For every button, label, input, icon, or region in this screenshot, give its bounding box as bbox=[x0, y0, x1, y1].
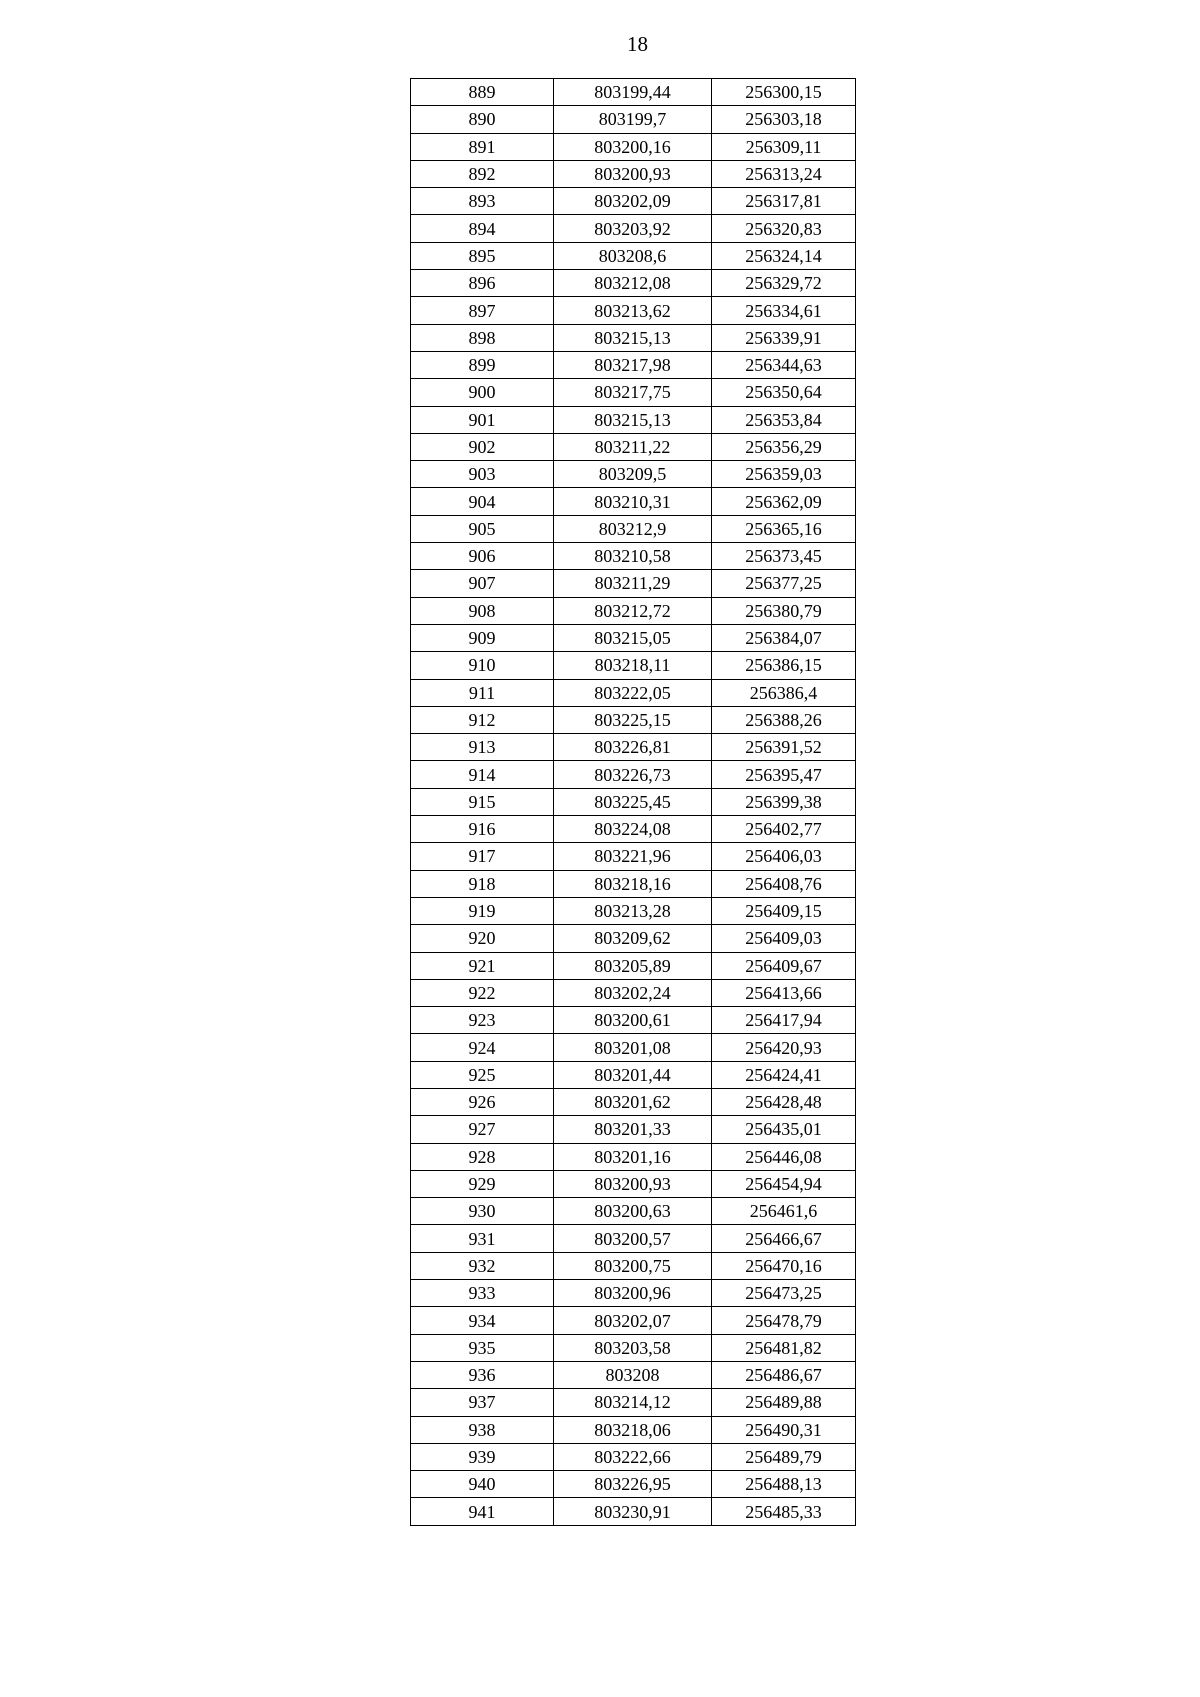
table-row bbox=[411, 624, 856, 651]
table-row bbox=[411, 297, 856, 324]
table-row bbox=[411, 215, 856, 242]
x-coordinate-cell: 803218,06 bbox=[554, 1416, 712, 1443]
table-row bbox=[411, 1225, 856, 1252]
y-coordinate-cell: 256380,79 bbox=[712, 597, 856, 624]
point-number-cell: 937 bbox=[411, 1389, 554, 1416]
y-coordinate-cell: 256395,47 bbox=[712, 761, 856, 788]
coordinates-table bbox=[410, 78, 856, 1526]
table-row bbox=[411, 1498, 856, 1525]
y-coordinate-cell: 256356,29 bbox=[712, 433, 856, 460]
point-number-cell: 927 bbox=[411, 1116, 554, 1143]
table-row bbox=[411, 1307, 856, 1334]
table-row bbox=[411, 925, 856, 952]
table-row bbox=[411, 1252, 856, 1279]
y-coordinate-cell: 256359,03 bbox=[712, 461, 856, 488]
point-number-cell: 908 bbox=[411, 597, 554, 624]
x-coordinate-cell: 803200,61 bbox=[554, 1007, 712, 1034]
point-number-cell: 891 bbox=[411, 133, 554, 160]
table-row bbox=[411, 952, 856, 979]
y-coordinate-cell: 256365,16 bbox=[712, 515, 856, 542]
y-coordinate-cell: 256428,48 bbox=[712, 1088, 856, 1115]
y-coordinate-cell: 256424,41 bbox=[712, 1061, 856, 1088]
point-number-cell: 931 bbox=[411, 1225, 554, 1252]
x-coordinate-cell: 803199,44 bbox=[554, 79, 712, 106]
point-number-cell: 934 bbox=[411, 1307, 554, 1334]
x-coordinate-cell: 803201,44 bbox=[554, 1061, 712, 1088]
table-row bbox=[411, 1280, 856, 1307]
x-coordinate-cell: 803213,62 bbox=[554, 297, 712, 324]
point-number-cell: 914 bbox=[411, 761, 554, 788]
y-coordinate-cell: 256454,94 bbox=[712, 1170, 856, 1197]
x-coordinate-cell: 803209,62 bbox=[554, 925, 712, 952]
table-row bbox=[411, 1061, 856, 1088]
table-row bbox=[411, 1034, 856, 1061]
point-number-cell: 892 bbox=[411, 160, 554, 187]
x-coordinate-cell: 803221,96 bbox=[554, 843, 712, 870]
y-coordinate-cell: 256490,31 bbox=[712, 1416, 856, 1443]
point-number-cell: 907 bbox=[411, 570, 554, 597]
point-number-cell: 915 bbox=[411, 788, 554, 815]
table-row bbox=[411, 761, 856, 788]
point-number-cell: 916 bbox=[411, 816, 554, 843]
x-coordinate-cell: 803211,22 bbox=[554, 433, 712, 460]
y-coordinate-cell: 256409,03 bbox=[712, 925, 856, 952]
table-row bbox=[411, 461, 856, 488]
x-coordinate-cell: 803218,16 bbox=[554, 870, 712, 897]
table-row bbox=[411, 1170, 856, 1197]
table-row bbox=[411, 1471, 856, 1498]
x-coordinate-cell: 803208,6 bbox=[554, 242, 712, 269]
x-coordinate-cell: 803203,92 bbox=[554, 215, 712, 242]
x-coordinate-cell: 803210,58 bbox=[554, 543, 712, 570]
x-coordinate-cell: 803225,45 bbox=[554, 788, 712, 815]
point-number-cell: 920 bbox=[411, 925, 554, 952]
y-coordinate-cell: 256409,67 bbox=[712, 952, 856, 979]
point-number-cell: 929 bbox=[411, 1170, 554, 1197]
y-coordinate-cell: 256313,24 bbox=[712, 160, 856, 187]
x-coordinate-cell: 803210,31 bbox=[554, 488, 712, 515]
y-coordinate-cell: 256417,94 bbox=[712, 1007, 856, 1034]
table-row bbox=[411, 433, 856, 460]
point-number-cell: 898 bbox=[411, 324, 554, 351]
x-coordinate-cell: 803215,13 bbox=[554, 406, 712, 433]
point-number-cell: 938 bbox=[411, 1416, 554, 1443]
point-number-cell: 918 bbox=[411, 870, 554, 897]
x-coordinate-cell: 803226,73 bbox=[554, 761, 712, 788]
x-coordinate-cell: 803201,16 bbox=[554, 1143, 712, 1170]
x-coordinate-cell: 803212,08 bbox=[554, 270, 712, 297]
point-number-cell: 895 bbox=[411, 242, 554, 269]
x-coordinate-cell: 803217,98 bbox=[554, 351, 712, 378]
table-row bbox=[411, 1143, 856, 1170]
y-coordinate-cell: 256413,66 bbox=[712, 979, 856, 1006]
point-number-cell: 939 bbox=[411, 1443, 554, 1470]
x-coordinate-cell: 803218,11 bbox=[554, 652, 712, 679]
y-coordinate-cell: 256473,25 bbox=[712, 1280, 856, 1307]
x-coordinate-cell: 803208 bbox=[554, 1361, 712, 1388]
point-number-cell: 909 bbox=[411, 624, 554, 651]
point-number-cell: 911 bbox=[411, 679, 554, 706]
table-row bbox=[411, 1443, 856, 1470]
y-coordinate-cell: 256350,64 bbox=[712, 379, 856, 406]
y-coordinate-cell: 256300,15 bbox=[712, 79, 856, 106]
point-number-cell: 902 bbox=[411, 433, 554, 460]
table-row bbox=[411, 543, 856, 570]
table-row bbox=[411, 734, 856, 761]
y-coordinate-cell: 256344,63 bbox=[712, 351, 856, 378]
table-row bbox=[411, 979, 856, 1006]
table-row bbox=[411, 897, 856, 924]
y-coordinate-cell: 256406,03 bbox=[712, 843, 856, 870]
y-coordinate-cell: 256324,14 bbox=[712, 242, 856, 269]
y-coordinate-cell: 256488,13 bbox=[712, 1471, 856, 1498]
x-coordinate-cell: 803201,33 bbox=[554, 1116, 712, 1143]
x-coordinate-cell: 803217,75 bbox=[554, 379, 712, 406]
point-number-cell: 894 bbox=[411, 215, 554, 242]
point-number-cell: 930 bbox=[411, 1198, 554, 1225]
y-coordinate-cell: 256303,18 bbox=[712, 106, 856, 133]
table-row bbox=[411, 870, 856, 897]
table-row bbox=[411, 843, 856, 870]
y-coordinate-cell: 256409,15 bbox=[712, 897, 856, 924]
point-number-cell: 926 bbox=[411, 1088, 554, 1115]
point-number-cell: 912 bbox=[411, 706, 554, 733]
table-row bbox=[411, 1334, 856, 1361]
x-coordinate-cell: 803222,66 bbox=[554, 1443, 712, 1470]
table-row bbox=[411, 379, 856, 406]
y-coordinate-cell: 256309,11 bbox=[712, 133, 856, 160]
x-coordinate-cell: 803202,09 bbox=[554, 188, 712, 215]
y-coordinate-cell: 256391,52 bbox=[712, 734, 856, 761]
y-coordinate-cell: 256408,76 bbox=[712, 870, 856, 897]
y-coordinate-cell: 256478,79 bbox=[712, 1307, 856, 1334]
table-row bbox=[411, 488, 856, 515]
point-number-cell: 893 bbox=[411, 188, 554, 215]
point-number-cell: 921 bbox=[411, 952, 554, 979]
table-row bbox=[411, 515, 856, 542]
y-coordinate-cell: 256362,09 bbox=[712, 488, 856, 515]
table-row bbox=[411, 188, 856, 215]
point-number-cell: 899 bbox=[411, 351, 554, 378]
point-number-cell: 900 bbox=[411, 379, 554, 406]
y-coordinate-cell: 256386,4 bbox=[712, 679, 856, 706]
point-number-cell: 925 bbox=[411, 1061, 554, 1088]
point-number-cell: 936 bbox=[411, 1361, 554, 1388]
point-number-cell: 940 bbox=[411, 1471, 554, 1498]
table-row bbox=[411, 242, 856, 269]
x-coordinate-cell: 803205,89 bbox=[554, 952, 712, 979]
point-number-cell: 917 bbox=[411, 843, 554, 870]
y-coordinate-cell: 256334,61 bbox=[712, 297, 856, 324]
point-number-cell: 924 bbox=[411, 1034, 554, 1061]
point-number-cell: 919 bbox=[411, 897, 554, 924]
y-coordinate-cell: 256420,93 bbox=[712, 1034, 856, 1061]
y-coordinate-cell: 256461,6 bbox=[712, 1198, 856, 1225]
y-coordinate-cell: 256377,25 bbox=[712, 570, 856, 597]
point-number-cell: 928 bbox=[411, 1143, 554, 1170]
table-row bbox=[411, 406, 856, 433]
x-coordinate-cell: 803212,9 bbox=[554, 515, 712, 542]
y-coordinate-cell: 256353,84 bbox=[712, 406, 856, 433]
y-coordinate-cell: 256485,33 bbox=[712, 1498, 856, 1525]
table-row bbox=[411, 160, 856, 187]
coordinates-table-body bbox=[411, 79, 856, 1526]
table-row bbox=[411, 1416, 856, 1443]
y-coordinate-cell: 256339,91 bbox=[712, 324, 856, 351]
point-number-cell: 935 bbox=[411, 1334, 554, 1361]
point-number-cell: 932 bbox=[411, 1252, 554, 1279]
coordinates-table-container bbox=[410, 78, 856, 1526]
table-row bbox=[411, 1389, 856, 1416]
table-row bbox=[411, 133, 856, 160]
x-coordinate-cell: 803226,81 bbox=[554, 734, 712, 761]
x-coordinate-cell: 803200,93 bbox=[554, 1170, 712, 1197]
y-coordinate-cell: 256386,15 bbox=[712, 652, 856, 679]
y-coordinate-cell: 256320,83 bbox=[712, 215, 856, 242]
x-coordinate-cell: 803226,95 bbox=[554, 1471, 712, 1498]
y-coordinate-cell: 256446,08 bbox=[712, 1143, 856, 1170]
x-coordinate-cell: 803211,29 bbox=[554, 570, 712, 597]
x-coordinate-cell: 803200,63 bbox=[554, 1198, 712, 1225]
point-number-cell: 922 bbox=[411, 979, 554, 1006]
point-number-cell: 910 bbox=[411, 652, 554, 679]
point-number-cell: 923 bbox=[411, 1007, 554, 1034]
x-coordinate-cell: 803200,96 bbox=[554, 1280, 712, 1307]
table-row bbox=[411, 351, 856, 378]
x-coordinate-cell: 803215,13 bbox=[554, 324, 712, 351]
table-row bbox=[411, 788, 856, 815]
x-coordinate-cell: 803199,7 bbox=[554, 106, 712, 133]
table-row bbox=[411, 597, 856, 624]
table-row bbox=[411, 816, 856, 843]
table-row bbox=[411, 1088, 856, 1115]
y-coordinate-cell: 256466,67 bbox=[712, 1225, 856, 1252]
point-number-cell: 889 bbox=[411, 79, 554, 106]
y-coordinate-cell: 256470,16 bbox=[712, 1252, 856, 1279]
y-coordinate-cell: 256402,77 bbox=[712, 816, 856, 843]
table-row bbox=[411, 679, 856, 706]
x-coordinate-cell: 803201,08 bbox=[554, 1034, 712, 1061]
table-row bbox=[411, 706, 856, 733]
y-coordinate-cell: 256489,88 bbox=[712, 1389, 856, 1416]
point-number-cell: 913 bbox=[411, 734, 554, 761]
point-number-cell: 901 bbox=[411, 406, 554, 433]
y-coordinate-cell: 256486,67 bbox=[712, 1361, 856, 1388]
table-row bbox=[411, 79, 856, 106]
table-row bbox=[411, 1007, 856, 1034]
x-coordinate-cell: 803202,07 bbox=[554, 1307, 712, 1334]
table-row bbox=[411, 652, 856, 679]
table-row bbox=[411, 1361, 856, 1388]
y-coordinate-cell: 256435,01 bbox=[712, 1116, 856, 1143]
x-coordinate-cell: 803200,57 bbox=[554, 1225, 712, 1252]
y-coordinate-cell: 256384,07 bbox=[712, 624, 856, 651]
point-number-cell: 903 bbox=[411, 461, 554, 488]
y-coordinate-cell: 256388,26 bbox=[712, 706, 856, 733]
x-coordinate-cell: 803200,75 bbox=[554, 1252, 712, 1279]
x-coordinate-cell: 803200,93 bbox=[554, 160, 712, 187]
x-coordinate-cell: 803214,12 bbox=[554, 1389, 712, 1416]
x-coordinate-cell: 803222,05 bbox=[554, 679, 712, 706]
page-number: 18 bbox=[627, 32, 648, 56]
point-number-cell: 890 bbox=[411, 106, 554, 133]
x-coordinate-cell: 803230,91 bbox=[554, 1498, 712, 1525]
x-coordinate-cell: 803200,16 bbox=[554, 133, 712, 160]
x-coordinate-cell: 803225,15 bbox=[554, 706, 712, 733]
x-coordinate-cell: 803215,05 bbox=[554, 624, 712, 651]
point-number-cell: 896 bbox=[411, 270, 554, 297]
table-row bbox=[411, 1116, 856, 1143]
table-row bbox=[411, 1198, 856, 1225]
table-row bbox=[411, 106, 856, 133]
point-number-cell: 933 bbox=[411, 1280, 554, 1307]
point-number-cell: 906 bbox=[411, 543, 554, 570]
y-coordinate-cell: 256489,79 bbox=[712, 1443, 856, 1470]
x-coordinate-cell: 803224,08 bbox=[554, 816, 712, 843]
x-coordinate-cell: 803212,72 bbox=[554, 597, 712, 624]
y-coordinate-cell: 256481,82 bbox=[712, 1334, 856, 1361]
x-coordinate-cell: 803213,28 bbox=[554, 897, 712, 924]
y-coordinate-cell: 256399,38 bbox=[712, 788, 856, 815]
point-number-cell: 941 bbox=[411, 1498, 554, 1525]
x-coordinate-cell: 803209,5 bbox=[554, 461, 712, 488]
table-row bbox=[411, 324, 856, 351]
y-coordinate-cell: 256329,72 bbox=[712, 270, 856, 297]
table-row bbox=[411, 270, 856, 297]
x-coordinate-cell: 803201,62 bbox=[554, 1088, 712, 1115]
y-coordinate-cell: 256317,81 bbox=[712, 188, 856, 215]
point-number-cell: 904 bbox=[411, 488, 554, 515]
table-row bbox=[411, 570, 856, 597]
point-number-cell: 897 bbox=[411, 297, 554, 324]
point-number-cell: 905 bbox=[411, 515, 554, 542]
x-coordinate-cell: 803203,58 bbox=[554, 1334, 712, 1361]
y-coordinate-cell: 256373,45 bbox=[712, 543, 856, 570]
x-coordinate-cell: 803202,24 bbox=[554, 979, 712, 1006]
